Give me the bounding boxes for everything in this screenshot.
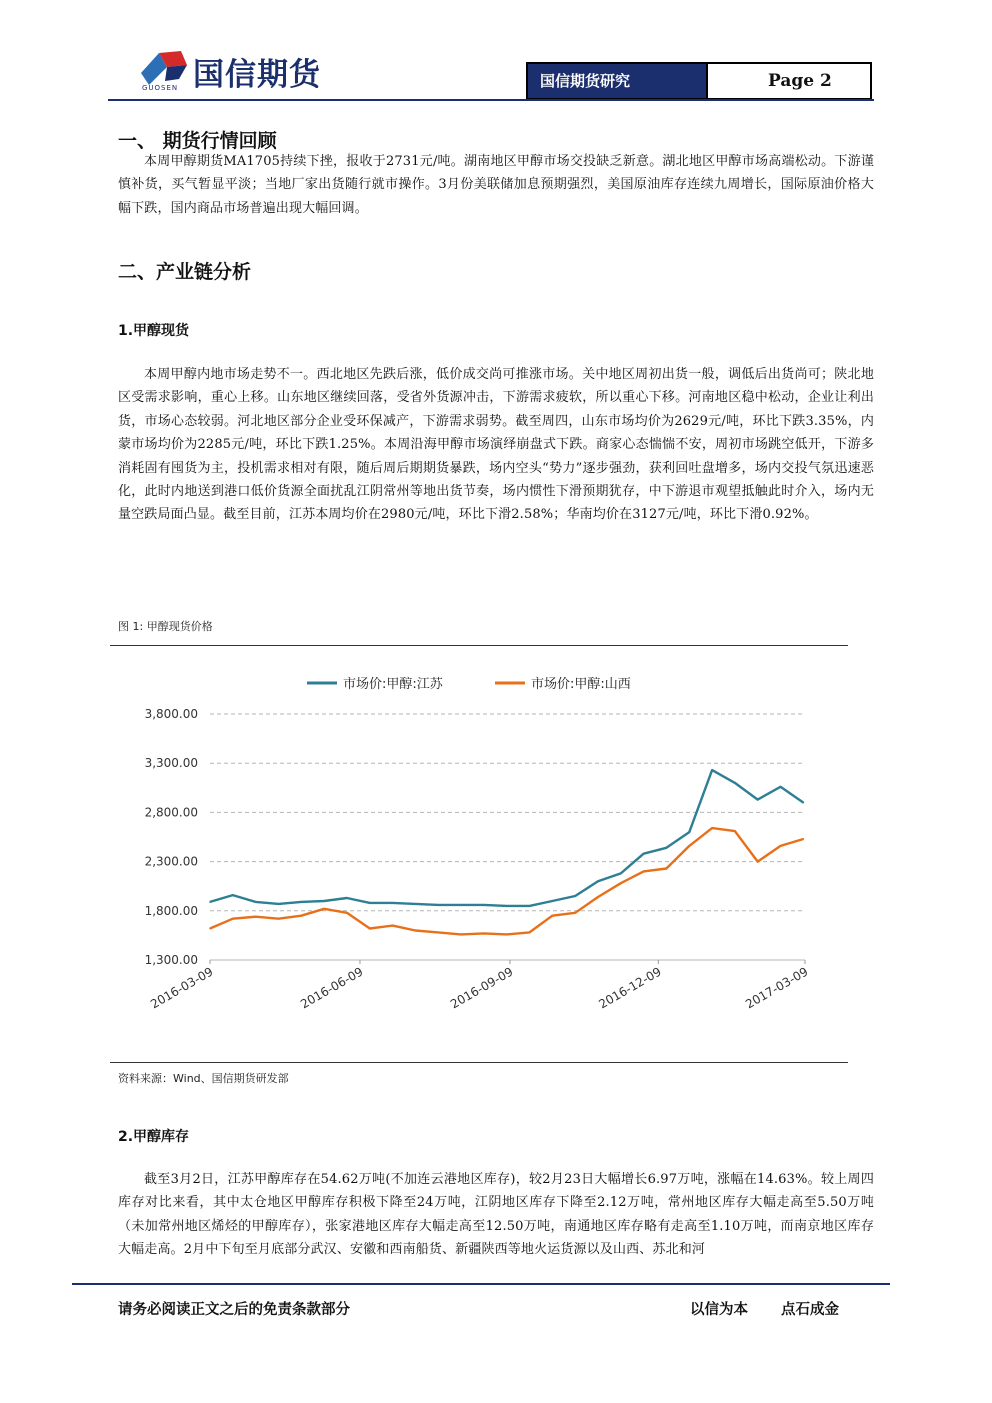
data-point: [506, 934, 508, 936]
header-box: [526, 62, 872, 100]
x-tick-label: 2017-03-09: [743, 964, 811, 1012]
data-point: [643, 853, 645, 855]
brand-name: 国信期货: [193, 57, 321, 93]
data-point: [757, 799, 759, 801]
legend-label: 市场价:甲醇:山西: [531, 677, 631, 692]
company-logo: [137, 45, 367, 93]
y-tick-label: 2,800.00: [144, 805, 198, 820]
data-point: [574, 895, 576, 897]
data-point: [415, 903, 417, 905]
data-point: [392, 925, 394, 927]
data-point: [483, 904, 485, 906]
data-point: [757, 861, 759, 863]
series-line-1: [210, 828, 803, 934]
data-point: [437, 932, 439, 934]
methanol-inventory-paragraph: 截至3月2日，江苏甲醇库存在54.62万吨(不加连云港地区库存)，较2月23日大幅增长6.97万吨，涨幅在14.63%。较上周四库存对比来看，其中太仓地区甲醇库存积极下降至24万吨，江阴地区库存下降至2.12万吨，常州地区库存大幅走高至5.50万吨（未加常州地区烯烃的甲醇库存），张家港地区库存大幅走高至12.50万吨，南通地区库存略有走高至1.10万吨，而南京地区库存大幅走高。2月中下旬至月底部分武汉、安徽和西南船货、新疆陕西等地火运货源以及山西、苏北和河: [118, 1172, 874, 1258]
data-point: [278, 903, 280, 905]
data-point: [620, 873, 622, 875]
data-point: [711, 827, 713, 829]
data-point: [437, 904, 439, 906]
data-point: [574, 912, 576, 914]
figure-bottom-rule: [110, 1062, 848, 1063]
data-point: [734, 830, 736, 832]
data-point: [620, 882, 622, 884]
data-point: [734, 782, 736, 784]
data-point: [460, 904, 462, 906]
data-point: [346, 897, 348, 899]
x-tick-label: 2016-06-09: [298, 964, 366, 1012]
market-review-paragraph: 本周甲醇期货MA1705持续下挫，报收于2731元/吨。湖南地区甲醇市场交投缺乏新意。湖北地区甲醇市场高端松动。下游谨慎补货，买气暂显平淡；当地厂家出货随行就市操作。3月份美联储加息预期强烈，美国原油库存连续九周增长，国际原油价格大幅下跌，国内商品市场普遍出现大幅回调。: [118, 154, 874, 216]
data-point: [780, 845, 782, 847]
data-point: [346, 912, 348, 914]
section-heading-market-review: 一、 期货行情回顾: [118, 130, 277, 152]
data-point: [278, 918, 280, 920]
data-point: [323, 908, 325, 910]
data-point: [552, 915, 554, 917]
y-tick-label: 1,800.00: [144, 903, 198, 918]
data-point: [300, 915, 302, 917]
subheading-methanol-inventory: 2.甲醇库存: [118, 1129, 190, 1145]
data-point: [300, 901, 302, 903]
data-point: [803, 802, 805, 804]
disclaimer-notice: 请务必阅读正文之后的免责条款部分: [118, 1302, 350, 1318]
x-tick-label: 2016-12-09: [596, 964, 664, 1012]
data-point: [506, 905, 508, 907]
data-point: [232, 918, 234, 920]
brand-name-en: GUOSEN: [142, 84, 179, 92]
data-point: [597, 896, 599, 898]
section-heading-industry-chain: 二、产业链分析: [118, 261, 252, 283]
data-point: [232, 894, 234, 896]
data-point: [666, 868, 668, 870]
subheading-methanol-spot: 1.甲醇现货: [118, 323, 190, 339]
data-point: [209, 901, 211, 903]
figure-top-rule: [110, 645, 848, 646]
page-number: Page 2: [768, 71, 832, 91]
series-line-0: [210, 770, 803, 906]
footer-rule: [72, 1283, 890, 1285]
data-point: [392, 902, 394, 904]
data-point: [803, 838, 805, 840]
data-point: [255, 916, 257, 918]
data-point: [780, 786, 782, 788]
data-point: [369, 902, 371, 904]
data-point: [369, 928, 371, 930]
data-point: [255, 901, 257, 903]
y-tick-label: 1,300.00: [144, 953, 198, 967]
legend-label: 市场价:甲醇:江苏: [343, 677, 443, 692]
data-point: [323, 900, 325, 902]
methanol-spot-price-chart: [110, 650, 848, 1050]
data-point: [460, 934, 462, 936]
figure-source: 资料来源：Wind、国信期货研发部: [118, 1072, 289, 1085]
data-point: [209, 928, 211, 930]
header-rule: [108, 99, 874, 101]
data-point: [711, 769, 713, 771]
company-slogan: 以信为本 点石成金: [690, 1302, 840, 1318]
figure-caption: 图 1: 甲醇现货价格: [118, 620, 213, 633]
y-tick-label: 3,300.00: [144, 756, 198, 771]
data-point: [666, 847, 668, 849]
x-tick-label: 2016-09-09: [448, 964, 516, 1012]
data-point: [597, 880, 599, 882]
data-point: [529, 905, 531, 907]
data-point: [529, 932, 531, 934]
methanol-spot-paragraph: 本周甲醇内地市场走势不一。西北地区先跌后涨，低价成交尚可推涨市场。关中地区周初出货一般，调低后出货尚可；陕北地区受需求影响，重心上移。山东地区继续回落，受省外货源冲击，下游需求疲软，所以重心下移。河南地区稳中松动，企业让利出货，市场心态较弱。河北地区部分企业受环保减产，下游需求弱势。截至周四，山东市场均价为2629元/吨，环比下跌3.35%，内蒙市场均价为2285元/吨，环比下跌1.25%。本周沿海甲醇市场演绎崩盘式下跌。商家心态惴惴不安，周初市场跳空低开，下游多消耗固有囤货为主，投机需求相对有限，随后周后期期货暴跌，场内空头“势力”逐步强劲，获利回吐盘增多，场内交投气氛迅速恶化，此时内地送到港口低价货源全面扰乱江阴常州等地出货节奏，场内惯性下滑预期犹存，中下游退市观望抵触此时介入，场内无量空跌局面凸显。截至目前，江苏本周均价在2980元/吨，环比下滑2.58%；华南均价在3127元/吨，环比下滑0.92%。: [118, 367, 874, 523]
guosen-logo-icon: [137, 45, 191, 87]
y-tick-label: 3,800.00: [144, 707, 198, 721]
department-label: 国信期货研究: [528, 64, 706, 98]
y-tick-label: 2,300.00: [144, 854, 198, 869]
data-point: [688, 831, 690, 833]
data-point: [483, 933, 485, 935]
data-point: [688, 845, 690, 847]
data-point: [552, 900, 554, 902]
x-tick-label: 2016-03-09: [148, 964, 216, 1012]
data-point: [643, 871, 645, 873]
data-point: [415, 930, 417, 932]
